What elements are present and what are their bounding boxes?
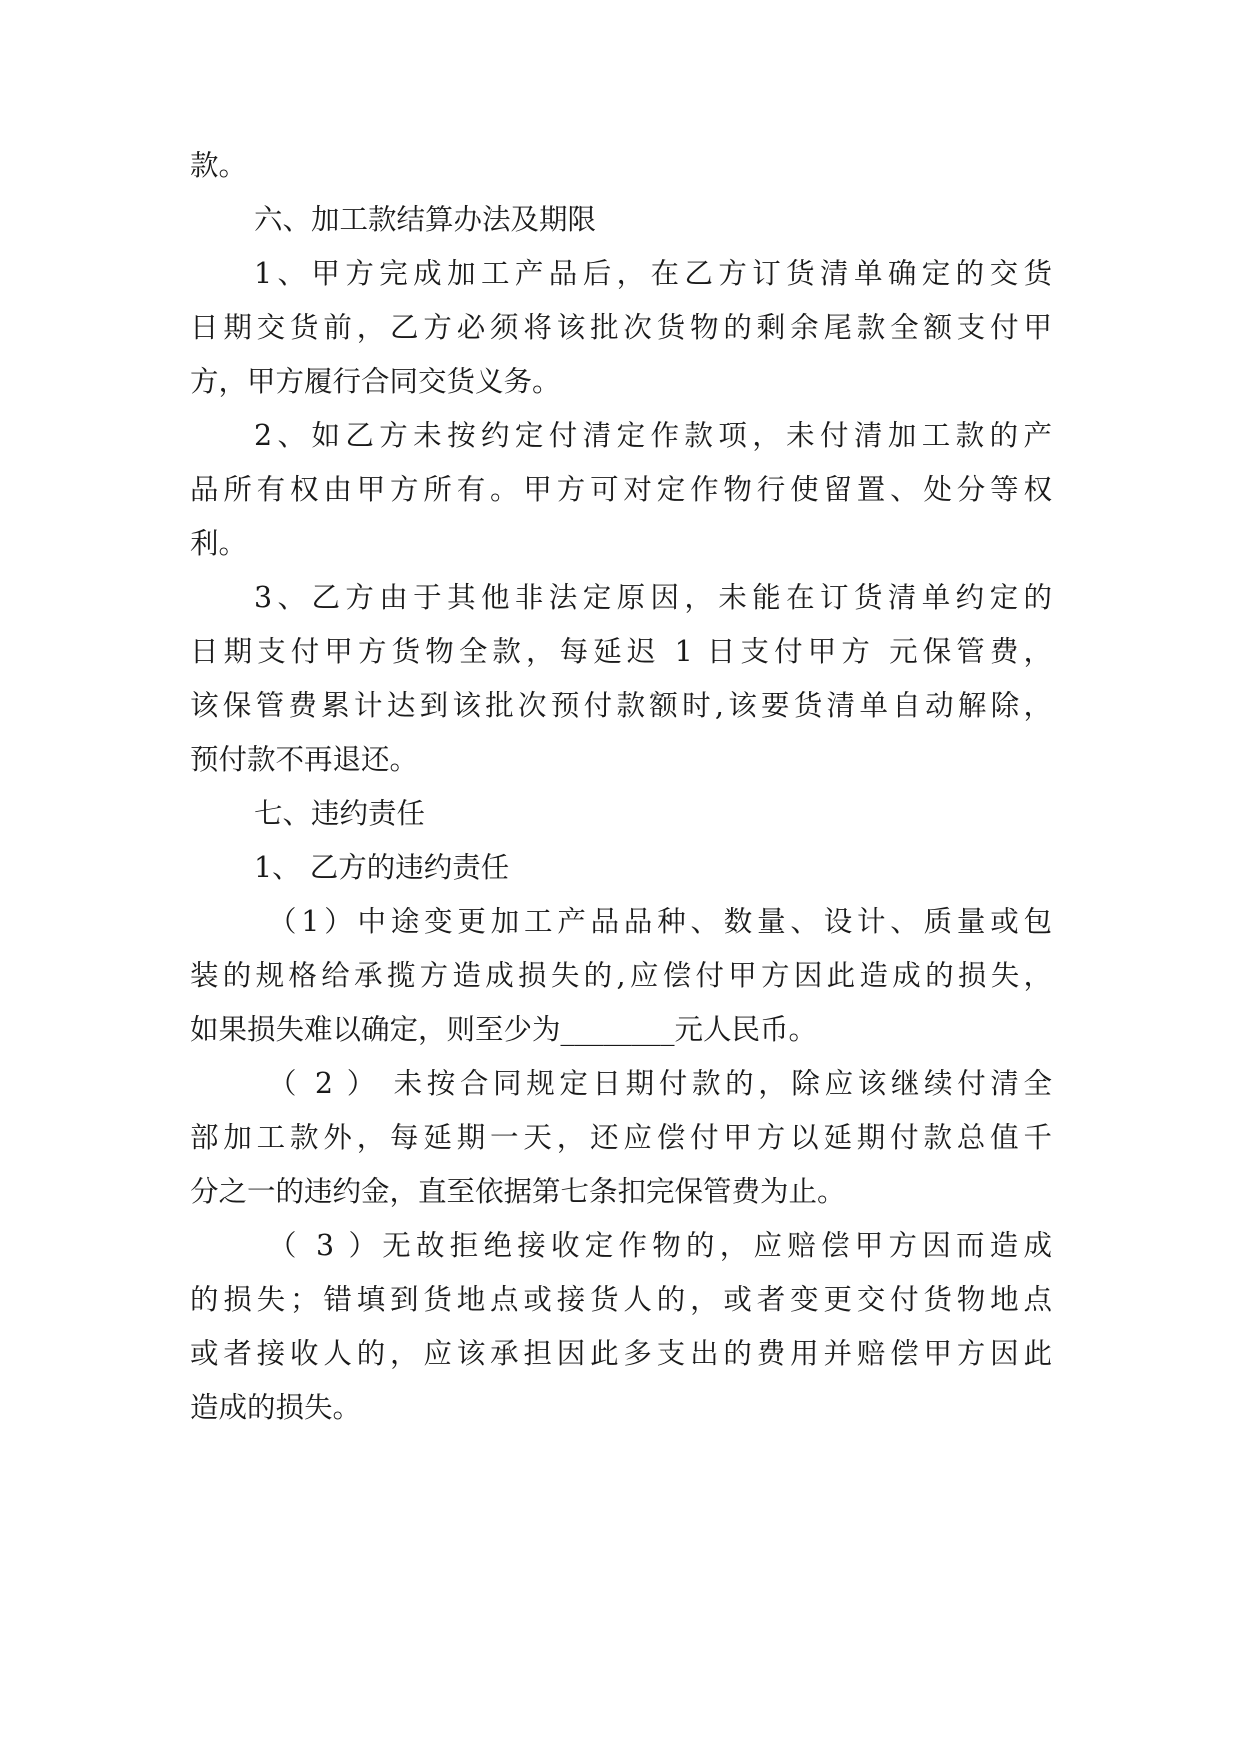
text-line: 如果损失难以确定，则至少为________元人民币。 — [190, 1013, 818, 1046]
text-line: 或者接收人的，应该承担因此多支出的费用并赔偿甲方因此 — [190, 1337, 1052, 1370]
text-line: 利。 — [190, 527, 248, 560]
text-line: 装的规格给承揽方造成损失的,应偿付甲方因此造成的损失， — [190, 959, 1052, 992]
text-line: 该保管费累计达到该批次预付款额时,该要货清单自动解除， — [190, 689, 1052, 722]
text-line: 2、如乙方未按约定付清定作款项，未付清加工款的产 — [254, 419, 1052, 452]
text-line: 3、乙方由于其他非法定原因，未能在订货清单约定的 — [254, 581, 1052, 614]
text-line: 款。 — [190, 149, 248, 182]
text-line: 日期支付甲方货物全款，每延迟 1 日支付甲方 元保管费， — [190, 635, 1052, 668]
section-heading: 六、加工款结算办法及期限 — [254, 203, 597, 236]
text-line: 的损失；错填到货地点或接货人的，或者变更交付货物地点 — [190, 1283, 1052, 1316]
section-heading: 七、违约责任 — [254, 797, 426, 830]
text-line: 部加工款外，每延期一天，还应偿付甲方以延期付款总值千 — [190, 1121, 1052, 1154]
text-line: 造成的损失。 — [190, 1391, 362, 1424]
text-line: 预付款不再退还。 — [190, 743, 419, 776]
text-line: （ 3 ）无故拒绝接收定作物的，应赔偿甲方因而造成 — [268, 1229, 1052, 1262]
text-line: （1）中途变更加工产品品种、数量、设计、质量或包 — [268, 905, 1052, 938]
subsection-heading: 1、 乙方的违约责任 — [254, 851, 510, 884]
text-line: 1、甲方完成加工产品后，在乙方订货清单确定的交货 — [254, 257, 1052, 290]
text-line: 分之一的违约金，直至依据第七条扣完保管费为止。 — [190, 1175, 846, 1208]
text-line: 日期交货前，乙方必须将该批次货物的剩余尾款全额支付甲 — [190, 311, 1052, 344]
text-line: 方，甲方履行合同交货义务。 — [190, 365, 561, 398]
text-line: 品所有权由甲方所有。甲方可对定作物行使留置、处分等权 — [190, 473, 1052, 506]
text-line: （ 2 ） 未按合同规定日期付款的，除应该继续付清全 — [268, 1067, 1052, 1100]
